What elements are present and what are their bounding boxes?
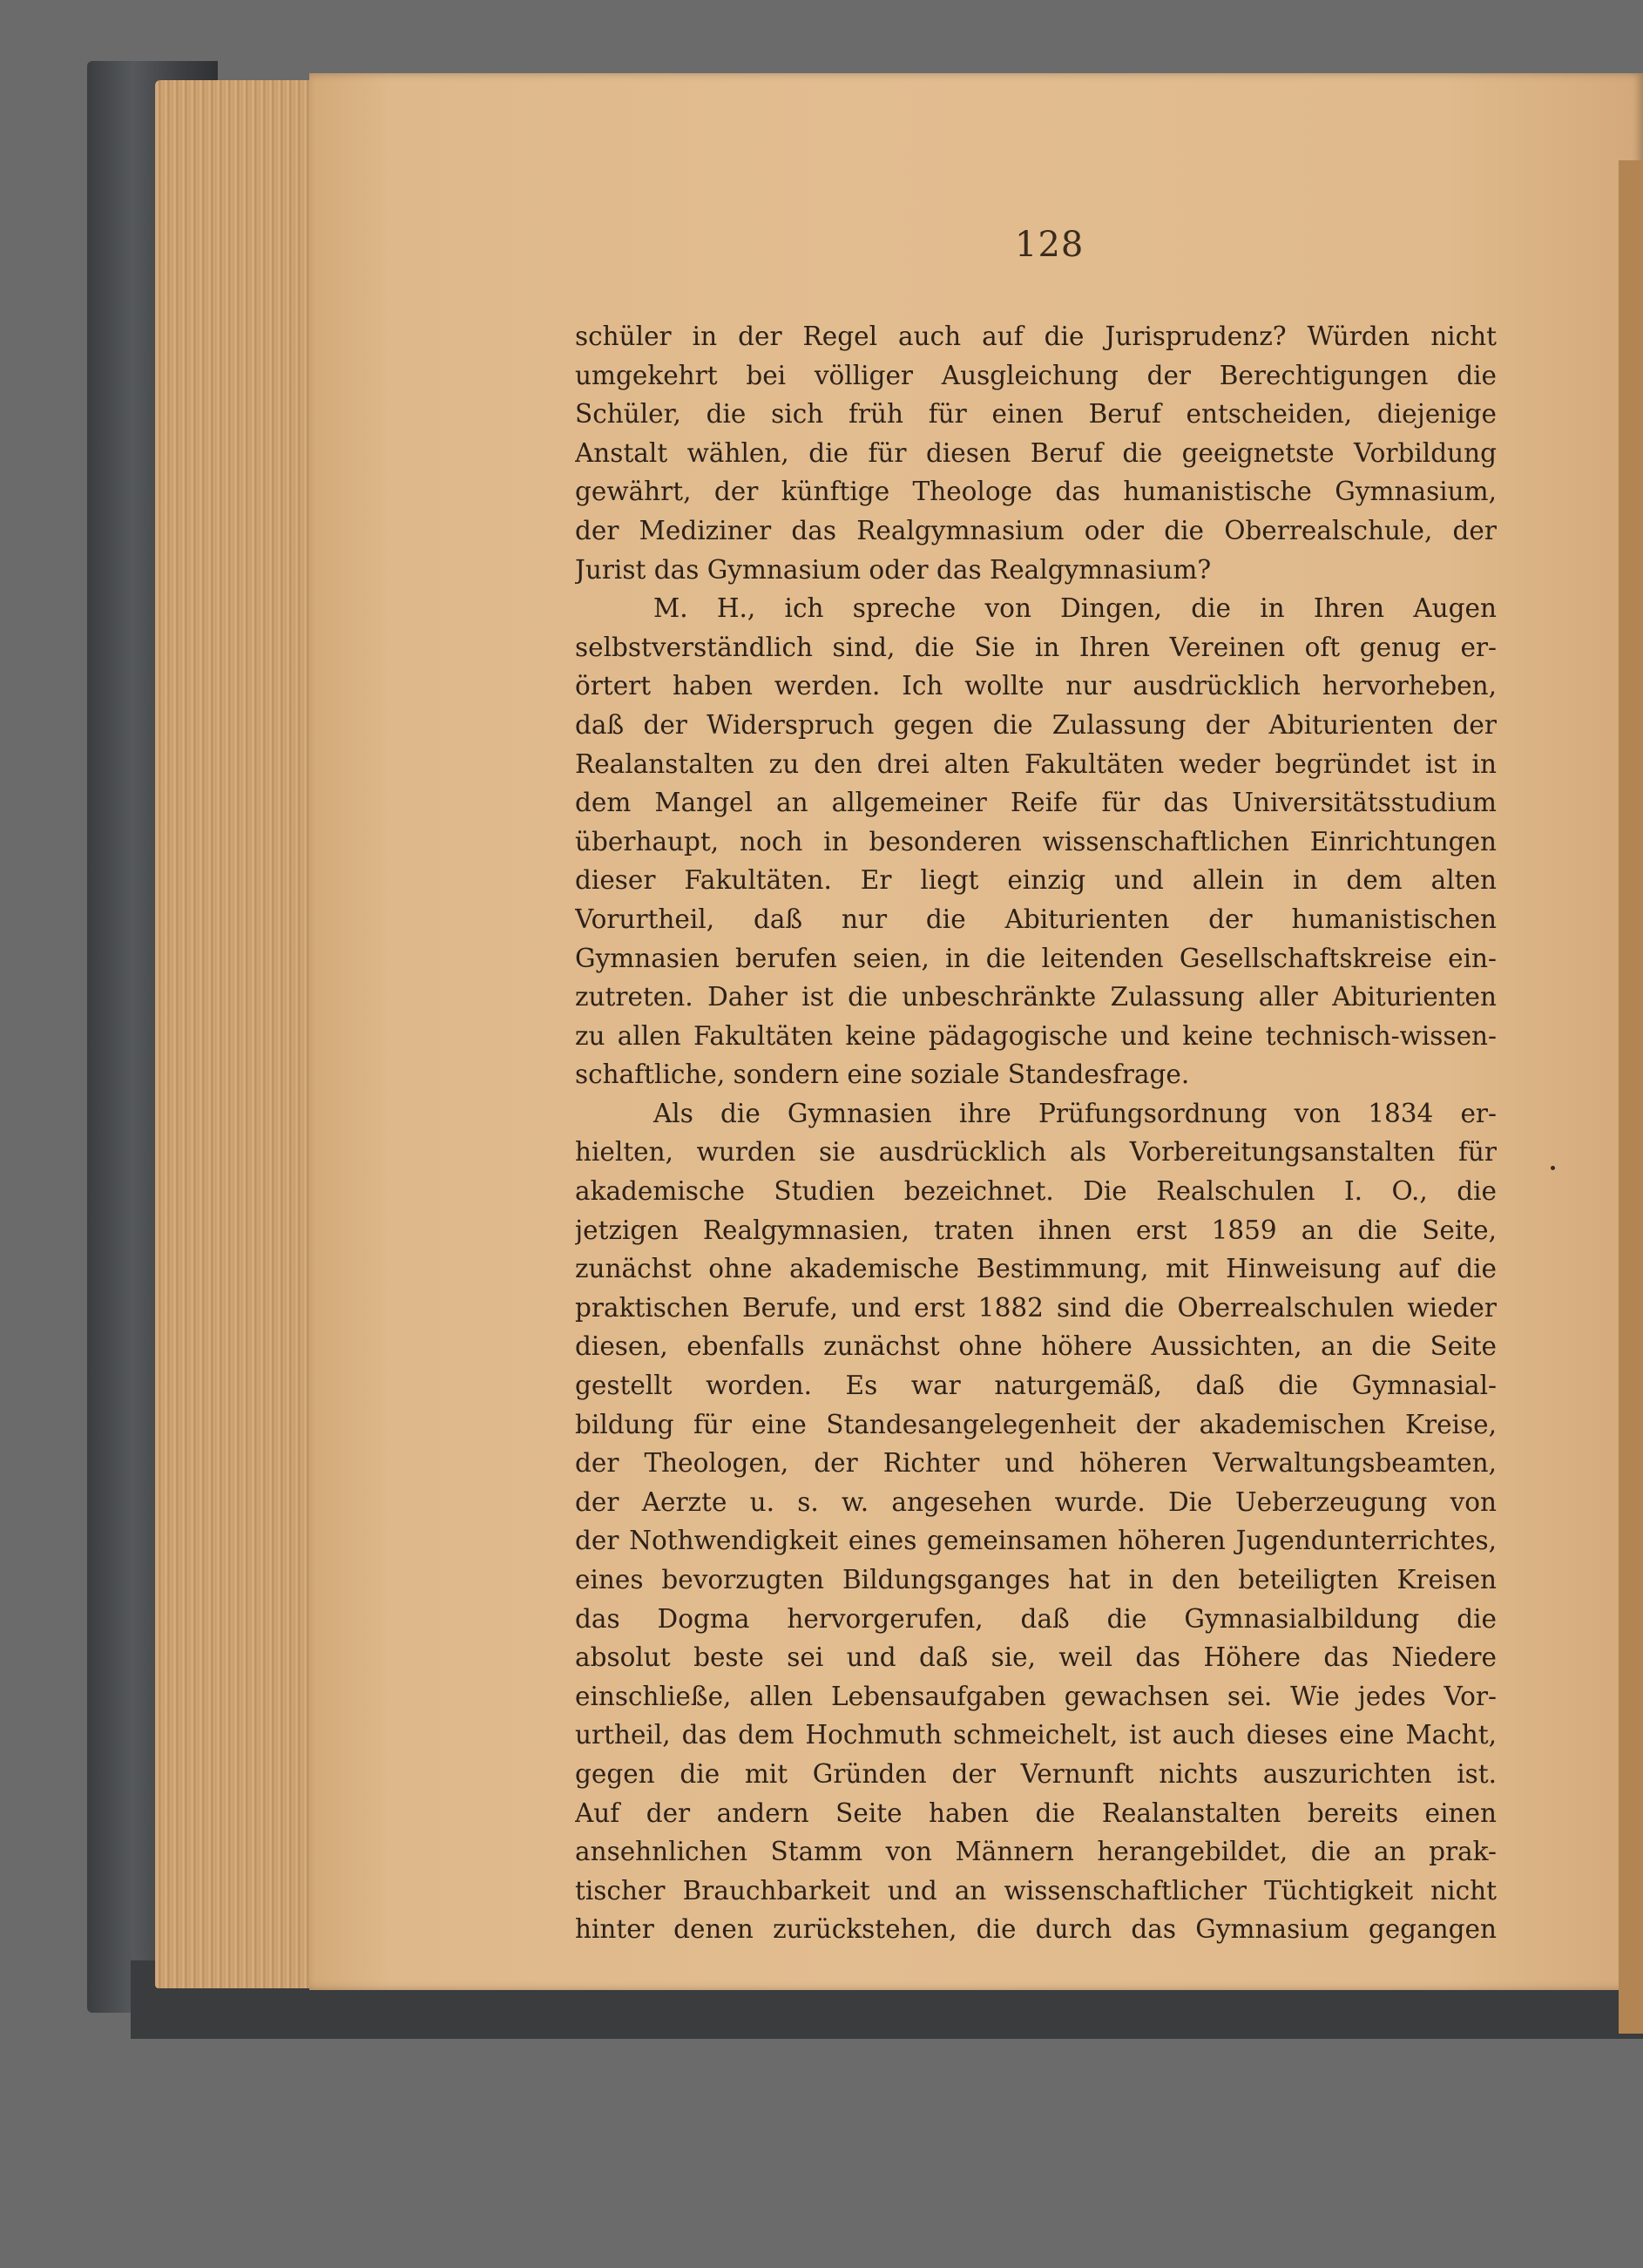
text-line: schaftliche, sondern eine soziale Standesfrage. (575, 1060, 1190, 1090)
text-line: selbstverständlich sind, die Sie in Ihren Vereinen oft genug er- (575, 632, 1497, 662)
text-line: Auf der andern Seite haben die Realanstalten bereits einen (575, 1797, 1497, 1828)
text-line: ansehnlichen Stamm von Männern herangebildet, die an prak- (575, 1837, 1497, 1867)
text-line: Als die Gymnasien ihre Prüfungsordnung von 1834 er- (653, 1098, 1497, 1128)
text-line: der Aerzte u. s. w. angesehen wurde. Die Ueberzeugung von (575, 1486, 1497, 1517)
text-line: gestellt worden. Es war naturgemäß, daß die Gymnasial- (575, 1371, 1497, 1401)
text-line: einschließe, allen Lebensaufgaben gewachsen sei. Wie jedes Vor- (575, 1681, 1497, 1711)
text-line: Vorurtheil, daß nur die Abiturienten der humanistischen (575, 904, 1497, 934)
text-line: zutreten. Daher ist die unbeschränkte Zulassung aller Abiturienten (575, 982, 1497, 1012)
text-line: der Theologen, der Richter und höheren Verwaltungsbeamten, (575, 1448, 1497, 1479)
text-line: gewährt, der künftige Theologe das humanistische Gymnasium, (575, 477, 1497, 507)
text-line: der Nothwendigkeit eines gemeinsamen höheren Jugendunterrichtes, (575, 1526, 1497, 1556)
next-page-edge (1619, 160, 1643, 2034)
text-line: jetzigen Realgymnasien, traten ihnen erst 1859 an die Seite, (575, 1215, 1497, 1245)
page-number: 128 (1015, 225, 1085, 265)
text-line: Schüler, die sich früh für einen Beruf entscheiden, diejenige (575, 399, 1497, 430)
text-line: M. H., ich spreche von Dingen, die in Ihren Augen (653, 593, 1497, 624)
text-line: bildung für eine Standesangelegenheit der akademischen Kreise, (575, 1409, 1497, 1439)
text-line: Realanstalten zu den drei alten Fakultäten weder begründet ist in (575, 748, 1497, 779)
page-edges (155, 80, 312, 1988)
text-line: Gymnasien berufen seien, in die leitenden Gesellschaftskreise ein- (575, 943, 1497, 973)
text-line: gegen die mit Gründen der Vernunft nichts auszurichten ist. (575, 1758, 1497, 1789)
text-line: hielten, wurden sie ausdrücklich als Vorbereitungsanstalten für (575, 1137, 1497, 1168)
text-line: akademische Studien bezeichnet. Die Realschulen I. O., die (575, 1176, 1497, 1207)
text-line: daß der Widerspruch gegen die Zulassung der Abiturienten der (575, 709, 1497, 740)
text-line: schüler in der Regel auch auf die Jurisprudenz? Würden nicht (575, 322, 1497, 351)
margin-speck (1551, 1166, 1555, 1170)
text-line: überhaupt, noch in besonderen wissenschaftlichen Einrichtungen (575, 826, 1497, 856)
text-line: Anstalt wählen, die für diesen Beruf die geeignetste Vorbildung (575, 437, 1497, 468)
text-line: hinter denen zurückstehen, die durch das Gymnasium gegangen (575, 1914, 1497, 1945)
text-line: tischer Brauchbarkeit und an wissenschaftlicher Tüchtigkeit nicht (575, 1875, 1497, 1906)
text-line: örtert haben werden. Ich wollte nur ausdrücklich hervorheben, (575, 671, 1497, 701)
text-line: urtheil, das dem Hochmuth schmeichelt, ist auch dieses eine Macht, (575, 1720, 1497, 1750)
text-line: absolut beste sei und daß sie, weil das Höhere das Niedere (575, 1642, 1497, 1673)
text-line: umgekehrt bei völliger Ausgleichung der Berechtigungen die (575, 360, 1497, 390)
text-line: dem Mangel an allgemeiner Reife für das Universitätsstudium (575, 788, 1497, 818)
text-line: zu allen Fakultäten keine pädagogische und keine technisch-wissen- (575, 1020, 1497, 1051)
text-line: praktischen Berufe, und erst 1882 sind die Oberrealschulen wieder (575, 1292, 1497, 1323)
text-line: eines bevorzugten Bildungsganges hat in den beteiligten Kreisen (575, 1565, 1497, 1594)
text-line: diesen, ebenfalls zunächst ohne höhere Aussichten, an die Seite (575, 1331, 1497, 1362)
text-line: dieser Fakultäten. Er liegt einzig und allein in dem alten (575, 865, 1497, 896)
text-line: das Dogma hervorgerufen, daß die Gymnasialbildung die (575, 1603, 1497, 1634)
text-line: der Mediziner das Realgymnasium oder die Oberrealschule, der (575, 515, 1497, 545)
body-text (575, 317, 1497, 1949)
text-line: zunächst ohne akademische Bestimmung, mit Hinweisung auf die (575, 1254, 1497, 1284)
text-line: Jurist das Gymnasium oder das Realgymnasium? (575, 554, 1212, 585)
